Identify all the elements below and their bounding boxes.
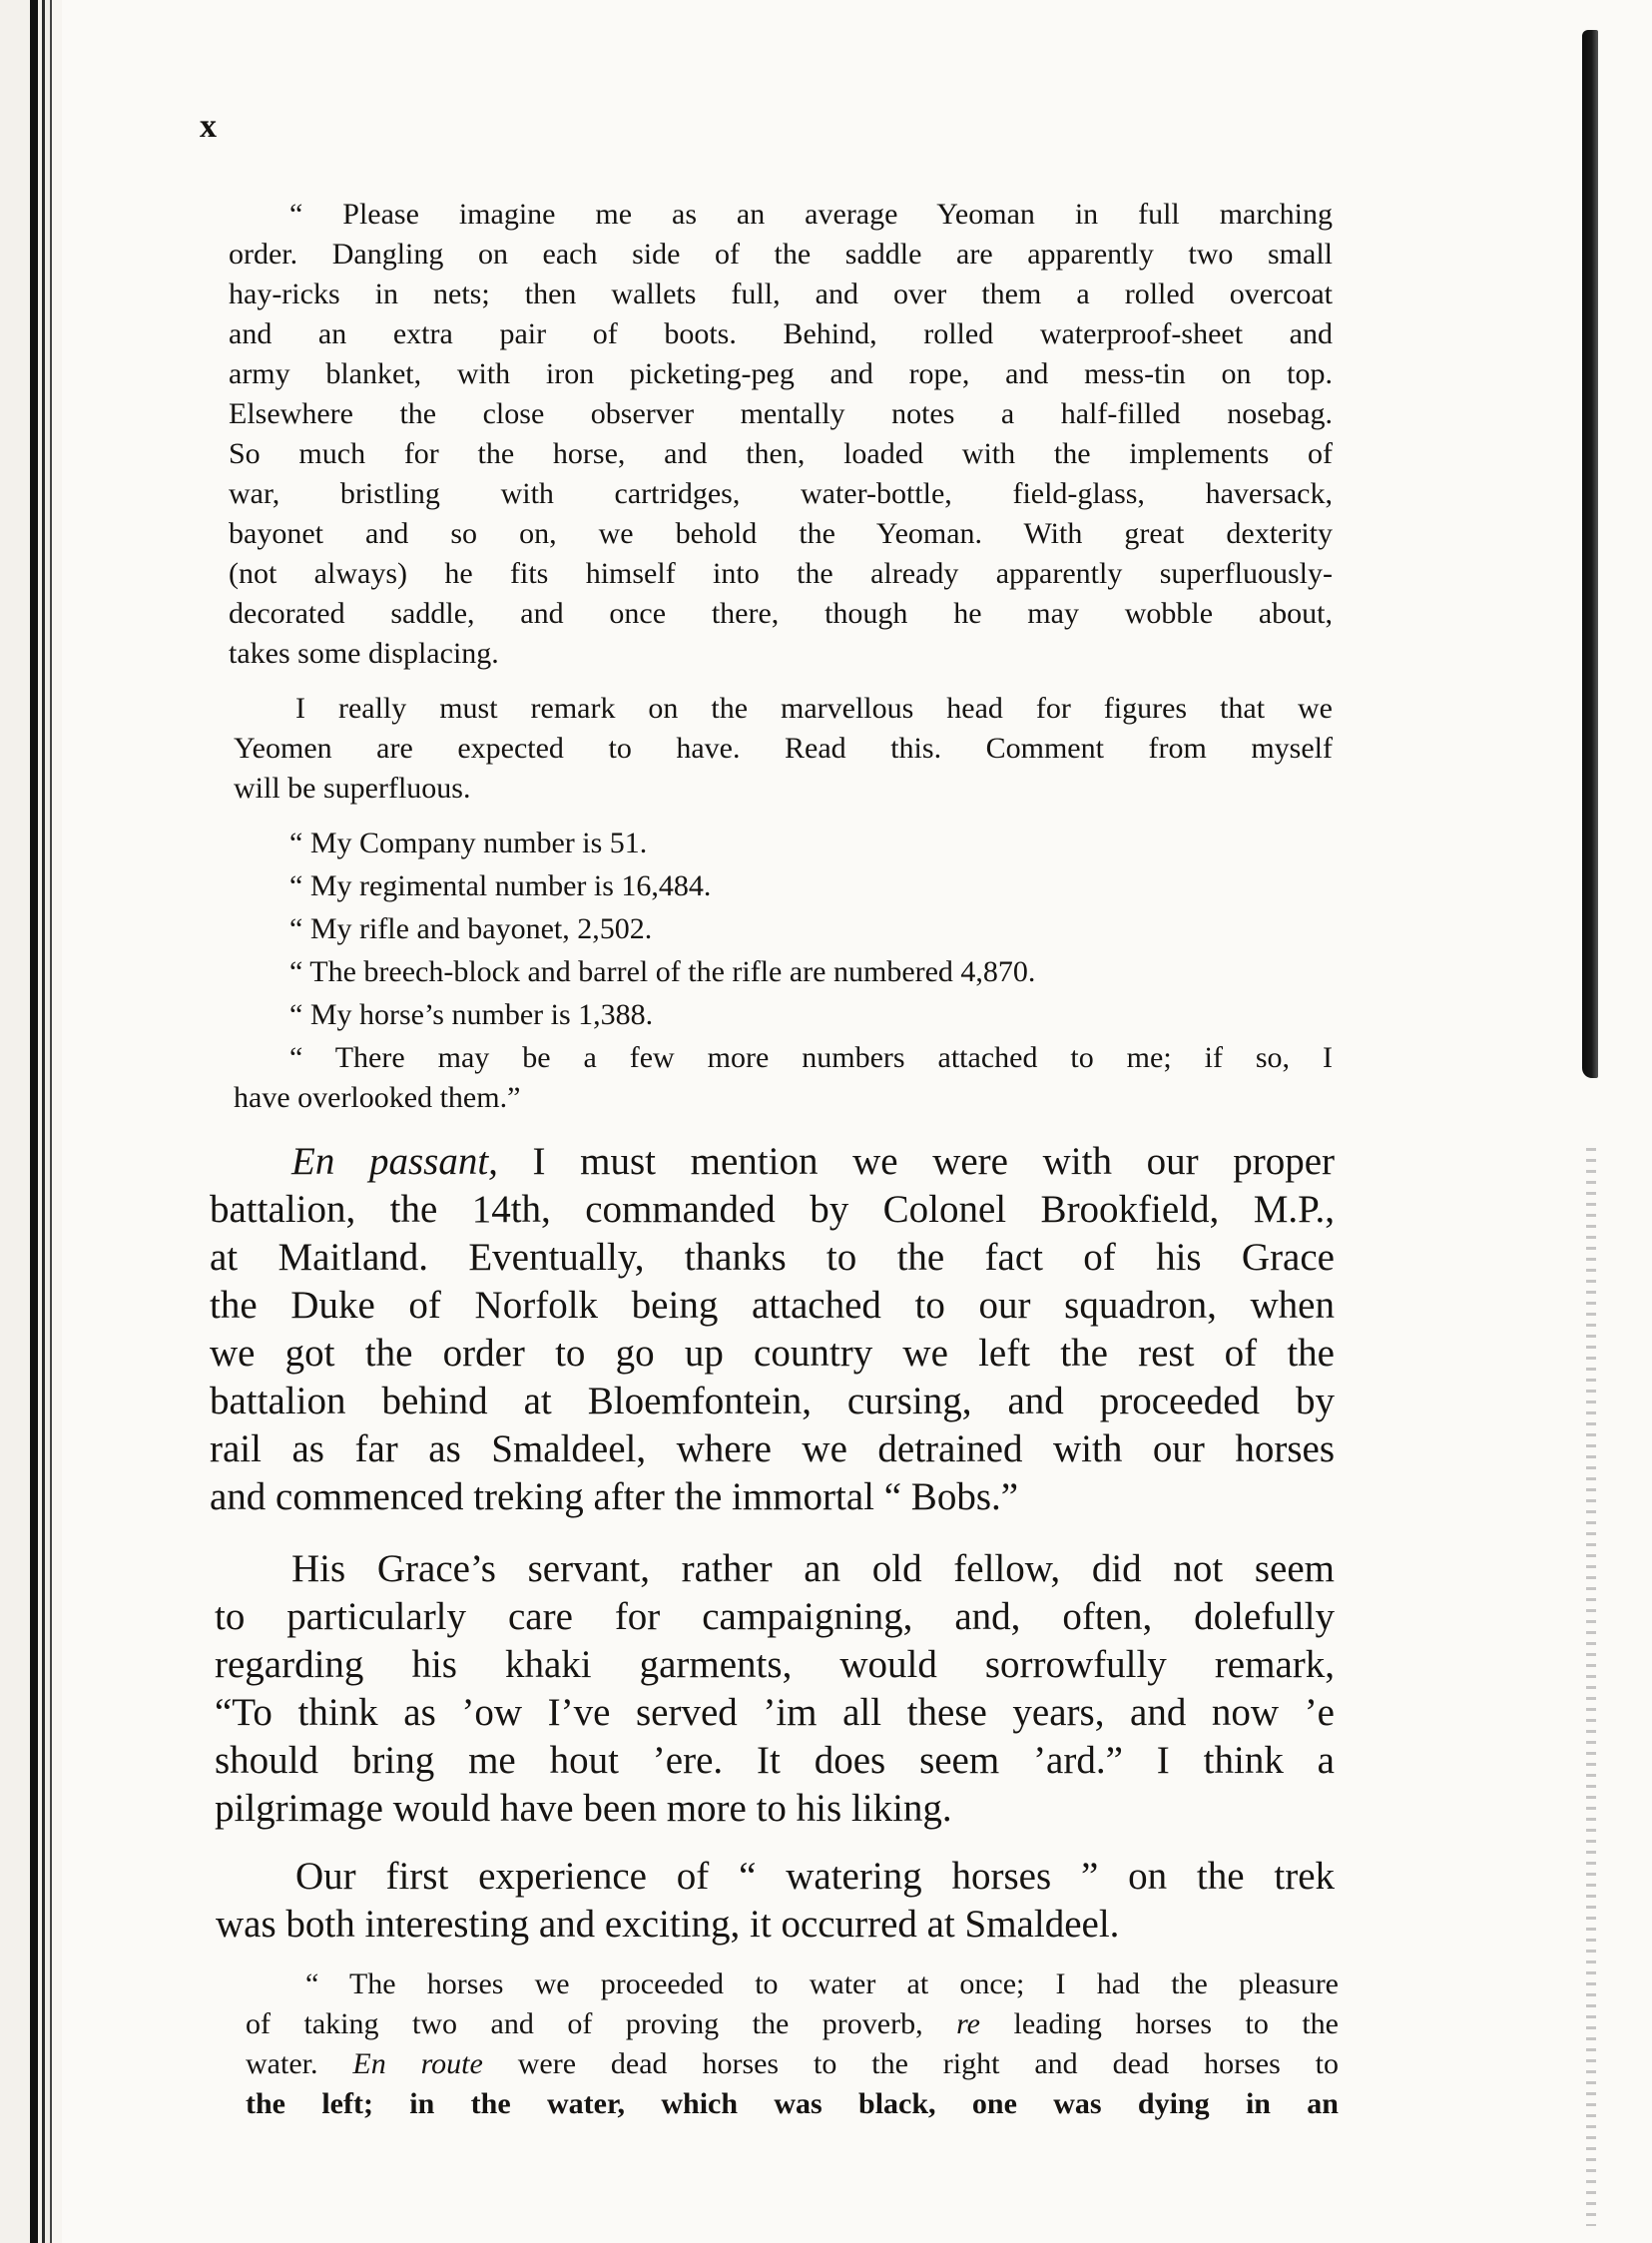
para1-lead-italic: En passant, <box>291 1140 498 1183</box>
quote3-line: the left; in the water, which was black, one was dying in an <box>246 2087 1339 2120</box>
page-number: x <box>200 108 218 145</box>
quote3-line: “ The horses we proceeded to water at once; I had the pleasure <box>305 1967 1339 2000</box>
quote3-line3-italic: En route <box>352 2047 483 2080</box>
para1-line: we got the order to go up country we left the rest of the <box>210 1332 1335 1375</box>
quote3-line2-italic: re <box>956 2007 981 2040</box>
quote2-line: will be superfluous. <box>234 772 471 805</box>
quote1-line: army blanket, with iron picketing-peg and rope, and mess-tin on top. <box>229 357 1333 390</box>
numbers-line: “ My regimental number is 16,484. <box>289 869 712 902</box>
para1-line: the Duke of Norfolk being attached to our squadron, when <box>210 1284 1335 1327</box>
quote3-line2-b: leading horses to the <box>980 2007 1339 2040</box>
para1-line: battalion behind at Bloemfontein, cursing, and proceeded by <box>210 1380 1335 1422</box>
para3-line: Our first experience of “ watering horses ” on the trek <box>295 1855 1335 1898</box>
para2-line: His Grace’s servant, rather an old fellow, did not seem <box>291 1547 1335 1590</box>
quote3-line2-a: of taking two and of proving the proverb, <box>246 2007 957 2040</box>
para1-lead-rest: I must mention we were with our proper <box>497 1140 1335 1183</box>
numbers-line: “ My Company number is 51. <box>289 827 648 859</box>
quote1-line: hay-ricks in nets; then wallets full, and over them a rolled overcoat <box>229 278 1333 310</box>
quote1-line: Elsewhere the close observer mentally notes a half-filled nosebag. <box>229 397 1333 430</box>
para2-line: to particularly care for campaigning, and, often, dolefully <box>215 1595 1335 1638</box>
numbers-line: “ My rifle and bayonet, 2,502. <box>289 912 653 945</box>
para1-first-line <box>291 1138 1335 1186</box>
para2-line: regarding his khaki garments, would sorrowfully remark, <box>215 1643 1335 1686</box>
para1-line: at Maitland. Eventually, thanks to the fact of his Grace <box>210 1236 1335 1279</box>
scan-binding-edge <box>0 0 62 2243</box>
quote1-line: order. Dangling on each side of the saddle are apparently two small <box>229 238 1333 271</box>
quote3-line <box>246 2004 1339 2044</box>
numbers-closing-line: have overlooked them.” <box>234 1081 521 1114</box>
numbers-closing-line: “ There may be a few more numbers attached to me; if so, I <box>289 1041 1333 1074</box>
quote1-line: war, bristling with cartridges, water-bottle, field-glass, haversack, <box>229 477 1333 510</box>
quote1-line: bayonet and so on, we behold the Yeoman. With great dexterity <box>229 517 1333 550</box>
quote1-line: So much for the horse, and then, loaded with the implements of <box>229 437 1333 470</box>
para3-line: was both interesting and exciting, it occurred at Smaldeel. <box>216 1903 1120 1946</box>
para1-line: battalion, the 14th, commanded by Colonel Brookfield, M.P., <box>210 1188 1335 1231</box>
quote3-line <box>246 2044 1339 2084</box>
para2-line: pilgrimage would have been more to his liking. <box>215 1787 952 1830</box>
quote1-line: and an extra pair of boots. Behind, rolled waterproof-sheet and <box>229 317 1333 350</box>
quote2-line: Yeomen are expected to have. Read this. Comment from myself <box>234 732 1333 765</box>
scan-right-edge <box>1582 0 1652 2243</box>
para2-line: “To think as ’ow I’ve served ’im all these years, and now ’e <box>215 1691 1335 1734</box>
para2-line: should bring me hout ’ere. It does seem ’ard.” I think a <box>215 1739 1335 1782</box>
quote3-line3-b: were dead horses to the right and dead horses to <box>482 2047 1340 2080</box>
quote1-line: “ Please imagine me as an average Yeoman in full marching <box>289 198 1333 231</box>
quote1-line: (not always) he fits himself into the already apparently superfluously- <box>229 557 1333 590</box>
scan-edge-dots <box>1586 1148 1596 2226</box>
para1-line: and commenced treking after the immortal “ Bobs.” <box>210 1475 1019 1518</box>
quote3-line3-a: water. <box>246 2047 353 2080</box>
quote1-line: decorated saddle, and once there, though he may wobble about, <box>229 597 1333 630</box>
para1-line: rail as far as Smaldeel, where we detrained with our horses <box>210 1427 1335 1470</box>
scan-edge-shadow <box>1582 30 1598 1078</box>
quote2-line: I really must remark on the marvellous head for figures that we <box>295 692 1333 725</box>
quote1-line: takes some displacing. <box>229 637 499 670</box>
numbers-line: “ My horse’s number is 1,388. <box>289 998 654 1031</box>
numbers-line: “ The breech-block and barrel of the rifle are numbered 4,870. <box>289 955 1036 988</box>
